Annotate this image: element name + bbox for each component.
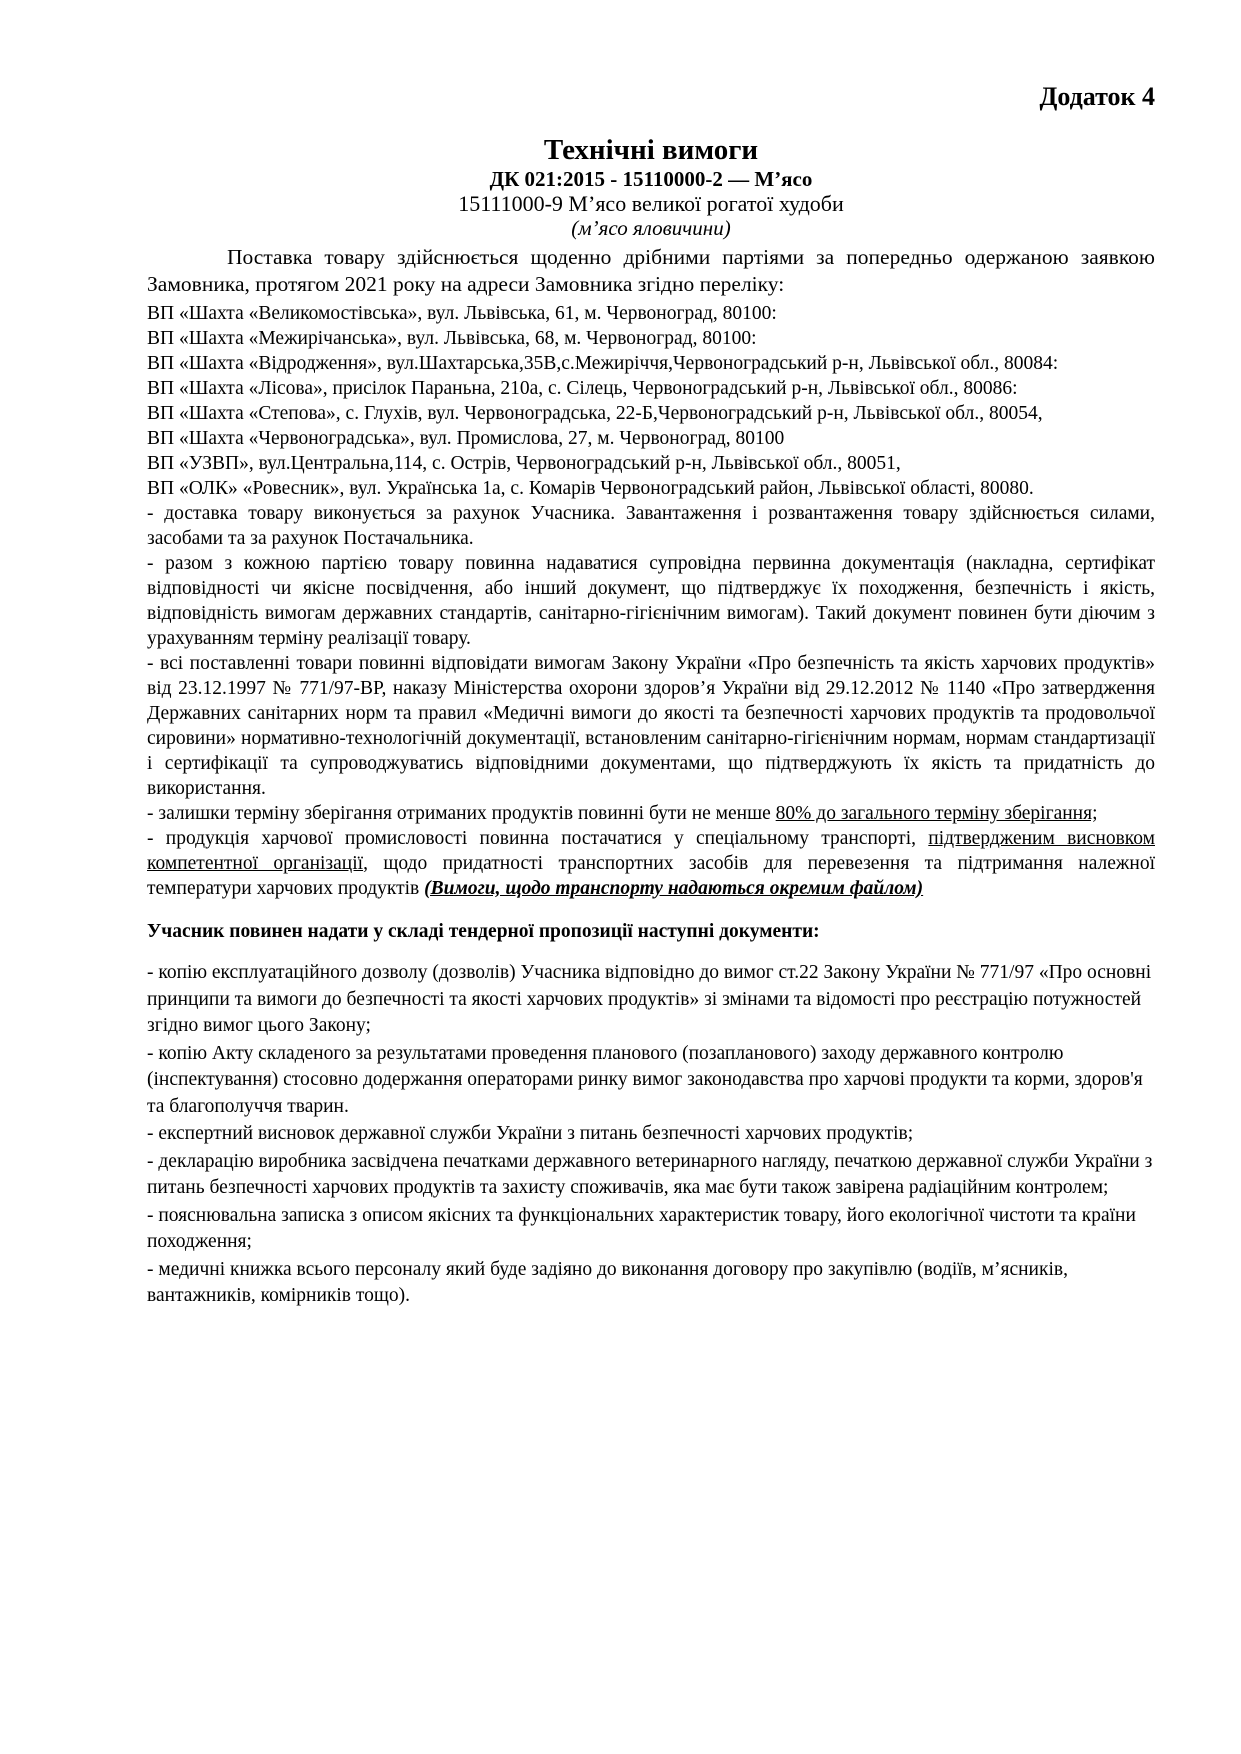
- submission-heading: Учасник повинен надати у складі тендерної пропозиції наступні документи:: [147, 921, 820, 942]
- transport-text: - продукція харчової промисловості повинна постачатися у спеціальному транспорті,: [147, 828, 929, 849]
- delivery-intro: Поставка товару здійснюється щоденно дрібними партіями за попередньо одержаною заявкою Замовника, протягом 2021 року на адреси Замовника згідно переліку:: [147, 245, 1155, 296]
- address-item: ВП «УЗВП», вул.Центральна,114, с. Острів, Червоноградський р-н, Львівської обл., 80051,: [147, 453, 901, 474]
- address-item: ВП «Шахта «Степова», с. Глухів, вул. Червоноградська, 22-Б,Червоноградський р-н, Львівської обл., 80054,: [147, 403, 1043, 424]
- classification-code: ДК 021:2015 - 15110000-2 — М’ясо: [489, 167, 813, 191]
- address-item: ВП «Шахта «Великомостівська», вул. Львівська, 61, м. Червоноград, 80100:: [147, 303, 777, 324]
- submission-doc-item: - копію Акту складеного за результатами проведення планового (позапланового) заходу державного контролю (інспектування) стосовно додержання операторами ринку вимог законодавства про харчові продукти та корми, здоров'я та благополуччя тварин.: [147, 1042, 1143, 1117]
- transport-note: (Вимоги, щодо транспорту надаються окремим файлом): [424, 878, 924, 899]
- law-requirement: - всі поставленні товари повинні відповідати вимогам Закону України «Про безпечність та якість харчових продуктів» від 23.12.1997 № 771/97-ВР, наказу Міністерства охорони здоров’я України від 29.12.2012 № 1140 «Про затвердження Державних санітарних норм та правил «Медичні вимоги до якості та безпечності харчових продуктів та продовольчої сировини» нормативно-технологічній документації, встановленим санітарно-гігієнічним нормам, нормам стандартизації і сертифікації та супроводжуватись відповідними документами, що підтверджують їх якість та придатність до використання.: [147, 653, 1155, 799]
- transport-requirement: [147, 826, 1155, 901]
- sub-classification-code: 15111000-9 М’ясо великої рогатої худоби: [458, 191, 844, 216]
- shelf-life-text: - залишки терміну зберігання отриманих продуктів повинні бути не менше: [147, 803, 776, 824]
- document-page: [147, 80, 1155, 1311]
- address-item: ВП «Шахта «Межирічанська», вул. Львівська, 68, м. Червоноград, 80100:: [147, 328, 757, 349]
- address-item: ВП «Шахта «Червоноградська», вул. Промислова, 27, м. Червоноград, 80100: [147, 428, 785, 449]
- submission-doc-item: - експертний висновок державної служби України з питань безпечності харчових продуктів;: [147, 1123, 914, 1144]
- shelf-life-requirement: [147, 801, 1155, 826]
- transport-text-middle: , щодо придатності транспортних засобів для перевезення та підтримання належної температури харчових продуктів: [147, 853, 1156, 899]
- address-item: ВП «ОЛК» «Ровесник», вул. Українська 1а, с. Комарів Червоноградський район, Львівської області, 80080.: [147, 478, 1034, 499]
- product-note: (м’ясо яловичини): [571, 216, 731, 240]
- submission-doc-item: - медичні книжка всього персоналу який буде задіяно до виконання договору про закупівлю (водіїв, м’ясників, вантажників, комірників тощо).: [147, 1258, 1068, 1306]
- shelf-life-underlined: 80% до загального терміну зберігання;: [775, 803, 1098, 824]
- address-item: ВП «Шахта «Лісова», присілок Параньна, 210а, с. Сілець, Червоноградський р-н, Львівської обл., 80086:: [147, 378, 1018, 399]
- address-list: [147, 301, 1155, 501]
- submission-doc-item: - декларацію виробника засвідчена печатками державного ветеринарного нагляду, печаткою державної служби України з питань безпечності харчових продуктів та захисту споживачів, яка має бути також завірена радіаційним контролем;: [147, 1150, 1153, 1198]
- delivery-requirement: - доставка товару виконується за рахунок Учасника. Завантаження і розвантаження товару здійснюється силами, засобами та за рахунок Постачальника.: [147, 503, 1155, 549]
- documentation-requirement: - разом з кожною партією товару повинна надаватися супровідна первинна документація (накладна, сертифікат відповідності чи якісне посвідчення, або інший документ, що підтверджує їх походження, безпечність і якість, відповідність вимогам державних стандартів, санітарно-гігієнічним вимогам). Такий документ повинен бути діючим з урахуванням терміну реалізації товару.: [147, 553, 1155, 649]
- submission-doc-item: - пояснювальна записка з описом якісних та функціональних характеристик товару, його екологічної чистоти та країни походження;: [147, 1204, 1136, 1252]
- address-item: ВП «Шахта «Відродження», вул.Шахтарська,35В,с.Межиріччя,Червоноградський р-н, Львівської обл., 80084:: [147, 353, 1059, 374]
- transport-underlined: підтвердженим висновком компетентної організації: [147, 828, 1155, 874]
- submission-doc-item: - копію експлуатаційного дозволу (дозволів) Учасника відповідно до вимог ст.22 Закону України № 771/97 «Про основні принципи та вимоги до безпечності та якості харчових продуктів» зі змінами та відомості про реєстрацію потужностей згідно вимог цього Закону;: [147, 962, 1152, 1036]
- appendix-label: Додаток 4: [1039, 82, 1155, 111]
- document-title: Технічні вимоги: [543, 134, 759, 166]
